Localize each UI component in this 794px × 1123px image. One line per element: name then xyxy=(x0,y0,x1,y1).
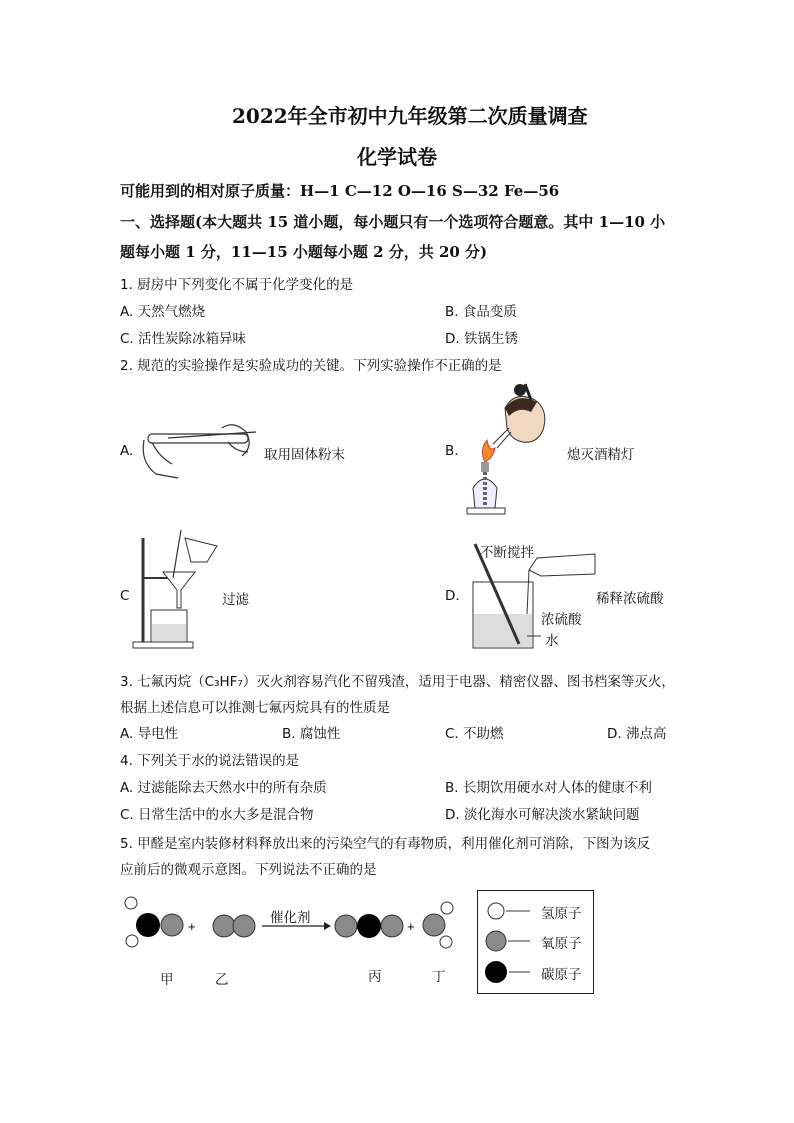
q3-stem-2: 根据上述信息可以推测七氟丙烷具有的性质是 xyxy=(120,700,390,716)
q4-option-a: A. 过滤能除去天然水中的所有杂质 xyxy=(120,780,327,796)
exam-subtitle: 化学试卷 xyxy=(357,145,437,169)
q3-option-d: D. 沸点高 xyxy=(607,726,667,742)
q4-option-d: D. 淡化海水可解决淡水紧缺问题 xyxy=(445,807,640,823)
label-bing: 丙 xyxy=(368,969,382,985)
q3-option-a: A. 导电性 xyxy=(120,726,179,742)
q2-c-label: 过滤 xyxy=(222,592,249,608)
q1-option-a: A. 天然气燃烧 xyxy=(120,304,206,320)
q4-stem: 4. 下列关于水的说法错误的是 xyxy=(120,753,300,769)
q2-stem: 2. 规范的实验操作是实验成功的关键。下列实验操作不正确的是 xyxy=(120,358,502,374)
q3-stem-1: 3. 七氟丙烷（C₃HF₇）灭火剂容易汽化不留残渣，适用于电器、精密仪器、图书档案等灭火， xyxy=(120,674,675,690)
alcohol-lamp-blow-illustration xyxy=(465,378,565,520)
q1-stem: 1. 厨房中下列变化不属于化学变化的是 xyxy=(120,277,354,293)
q2-d-acid-label: 浓硫酸 xyxy=(541,612,582,628)
q2-a-label: 取用固体粉末 xyxy=(264,447,345,463)
q1-option-b: B. 食品变质 xyxy=(445,304,517,320)
legend-oxygen: 氧原子 xyxy=(541,936,582,952)
q1-option-d: D. 铁锅生锈 xyxy=(445,331,518,347)
q3-option-c: C. 不助燃 xyxy=(445,726,504,742)
q2-d-stir-label: 不断搅拌 xyxy=(480,545,534,561)
test-tube-powder-illustration xyxy=(138,412,262,480)
plus-2: + xyxy=(407,919,415,934)
atomic-mass-line: 可能用到的相对原子质量：H—1 C—12 O—16 S—32 Fe—56 xyxy=(120,182,560,200)
q2-b-letter: B. xyxy=(445,443,459,459)
label-ding: 丁 xyxy=(432,969,446,985)
legend-carbon: 碳原子 xyxy=(541,967,582,983)
q2-d-water-label: 水 xyxy=(545,633,559,649)
q5-stem-1: 5. 甲醛是室内装修材料释放出来的污染空气的有毒物质，利用催化剂可消除，下图为该反 xyxy=(120,836,651,852)
plus-1: + xyxy=(188,919,196,934)
q5-stem-2: 应前后的微观示意图。下列说法不正确的是 xyxy=(120,862,377,878)
exam-title: 2022年全市初中九年级第二次质量调查 xyxy=(232,104,588,128)
q2-b-label: 熄灭酒精灯 xyxy=(567,447,635,463)
legend-hydrogen: 氢原子 xyxy=(541,906,582,922)
q2-c-letter: C xyxy=(120,588,130,604)
q4-option-c: C. 日常生活中的水大多是混合物 xyxy=(120,807,314,823)
atom-legend xyxy=(477,890,594,994)
q2-d-label: 稀释浓硫酸 xyxy=(596,591,664,607)
catalyst-label: 催化剂 xyxy=(270,910,311,926)
section1-instruction-2: 题每小题 1 分，11—15 小题每小题 2 分，共 20 分) xyxy=(120,243,488,261)
q4-option-b: B. 长期饮用硬水对人体的健康不利 xyxy=(445,780,652,796)
q3-option-b: B. 腐蚀性 xyxy=(282,726,341,742)
label-yi: 乙 xyxy=(215,972,229,988)
q1-option-c: C. 活性炭除冰箱异味 xyxy=(120,331,247,347)
section1-instruction-1: 一、选择题(本大题共 15 道小题，每小题只有一个选项符合题意。其中 1—10 小 xyxy=(120,213,666,231)
filtration-illustration xyxy=(133,528,223,650)
q2-a-letter: A. xyxy=(120,443,134,459)
label-jia: 甲 xyxy=(160,972,174,988)
q2-d-letter: D. xyxy=(445,588,460,604)
